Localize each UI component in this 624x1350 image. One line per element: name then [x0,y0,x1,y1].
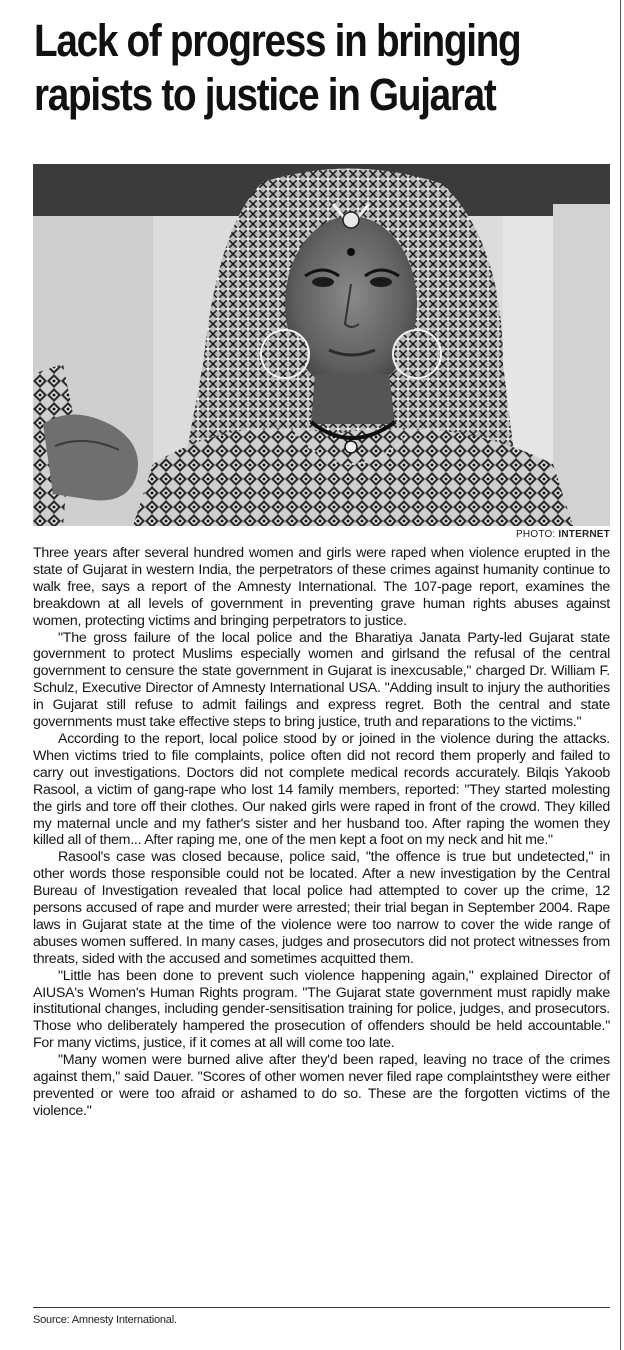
article-paragraph: Three years after several hundred women and girls were raped when violence erupted in the state of Gujarat in western India, the perpetrators of these crimes against humanity continue to walk free, says a report of the Amnesty International. The 107-page report, examines the breakdown at all levels of government in preventing grave human rights abuses against women, protecting victims and bringing perpetrators to justice. [33,545,610,629]
article-photo [33,164,610,526]
article-body [33,545,610,1120]
article-paragraph: According to the report, local police stood by or joined in the violence during the attacks. When victims tried to file complaints, police often did not record them properly and failed to carry out investigations. Doctors did not complete medical records accurately. Bilqis Yakoob Rasool, a victim of gang-rape who lost 14 family members, reported: "They started molesting the girls and tore off their clothes. Our naked girls were raped in front of the crowd. They killed my maternal uncle and my father's sister and her husband too. After raping the women they killed all of them... After raping me, one of the men kept a foot on my neck and hit me." [33,730,610,849]
article-paragraph: "Many women were burned alive after they'd been raped, leaving no trace of the crimes against them," said Dauer. "Scores of other women never filed rape complaintsthey were either prevented or were too afraid or ashamed to do so. These are the forgotten victims of the violence." [33,1052,610,1119]
column-rule [620,0,621,1350]
article-paragraph: "The gross failure of the local police and the Bharatiya Janata Party-led Gujarat state government to protect Muslims especially women and girlsand the refusal of the central government to censure the state government in Gujarat is inexcusable," charged Dr. William F. Schulz, Executive Director of Amnesty International USA. "Adding insult to injury the authorities in Gujarat still refuse to admit failings and express regret. Both the central and state governments must take effective steps to bring justice, truth and reparations to the victims." [33,629,610,731]
source-divider [33,1307,610,1308]
article-paragraph: Rasool's case was closed because, police said, "the offence is true but undetected," in other words those responsible could not be located. After a new investigation by the Central Bureau of Investigation revealed that local police had attempted to cover up the crime, 12 persons accused of rape and murder were arrested; their trial began in September 2004. Rape laws in Gujarat state at the time of the violence were too narrow to cover the wide range of abuses women suffered. In many cases, judges and prosecutors did not protect witnesses from threats, sided with the accused and sometimes acquitted them. [33,849,610,967]
photo-credit-source: INTERNET [558,529,610,540]
article-paragraph: "Little has been done to prevent such violence happening again," explained Director of AIUSA's Women's Human Rights program. "The Gujarat state government must rapidly make institutional changes, including gender-sensitisation training for police, judges, and prosecutors. Those who deliberately hampered the prosecution of offenders should be held accountable." For many victims, justice, if it comes at all will come too late. [33,967,610,1052]
headline: Lack of progress in bringing rapists to justice in Gujarat [34,15,521,120]
photo-credit-label: PHOTO: [516,529,556,540]
photo-credit [516,529,610,541]
source-line: Source: Amnesty International. [33,1314,177,1326]
